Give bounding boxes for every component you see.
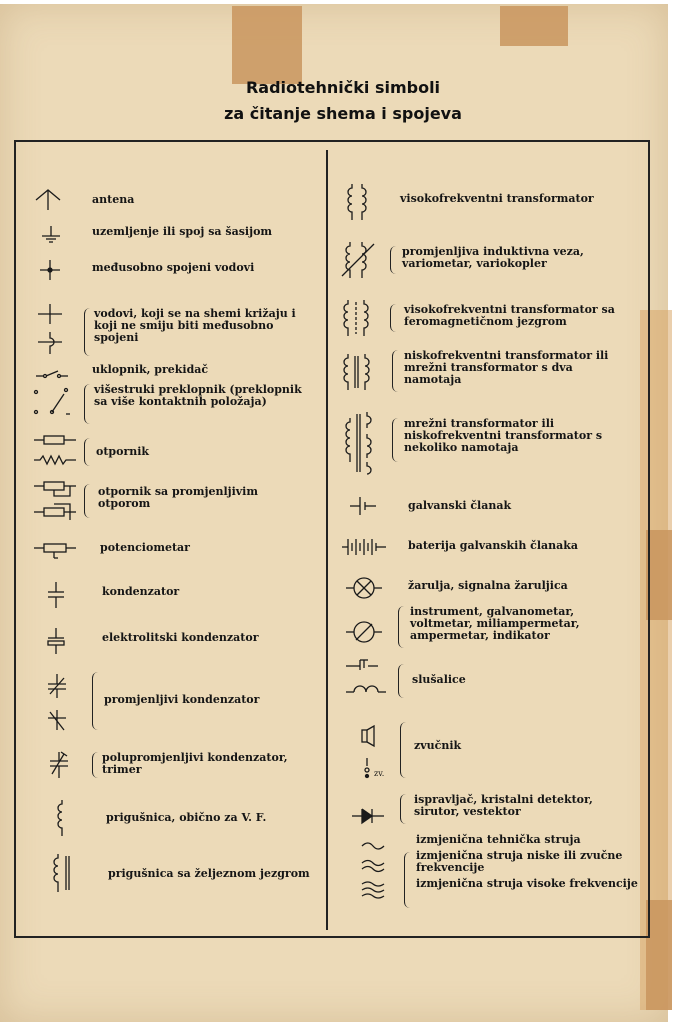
loudspeaker-sub-label: zv. bbox=[374, 769, 385, 778]
variable-resistor-icon bbox=[32, 476, 78, 524]
variometer-icon bbox=[338, 240, 380, 282]
brace bbox=[84, 308, 91, 356]
list-item: žarulja, signalna žaruljica bbox=[408, 579, 568, 592]
list-item: elektrolitski kondenzator bbox=[102, 631, 259, 644]
potentiometer-icon bbox=[32, 538, 78, 560]
brace bbox=[84, 384, 91, 424]
brace bbox=[92, 752, 99, 778]
variable-capacitor-icon bbox=[44, 672, 70, 732]
list-item: kondenzator bbox=[102, 585, 180, 598]
loudspeaker-icon bbox=[358, 724, 378, 750]
list-item: visokofrekventni transformator bbox=[400, 192, 594, 205]
battery-icon bbox=[340, 536, 388, 558]
list-item: instrument, galvanometar, voltmetar, miliampermetar, ampermetar, indikator bbox=[410, 605, 580, 642]
brace bbox=[84, 438, 91, 466]
headphones-icon bbox=[344, 656, 390, 702]
list-item: prigušnica, obično za V. F. bbox=[106, 811, 267, 824]
antenna-icon bbox=[34, 186, 62, 212]
list-item: mrežni transformator ili niskofrekventni transformator s nekoliko namotaja bbox=[404, 417, 603, 454]
list-item: promjenljivi kondenzator bbox=[104, 693, 260, 706]
list-item: zvučnik bbox=[414, 739, 462, 752]
list-item: potenciometar bbox=[100, 541, 190, 554]
trimmer-icon bbox=[46, 750, 72, 780]
list-item: galvanski članak bbox=[408, 499, 512, 512]
list-item: uzemljenje ili spoj sa šasijom bbox=[92, 225, 273, 238]
list-item: međusobno spojeni vodovi bbox=[92, 261, 255, 274]
list-item: otpornik sa promjenljivim otporom bbox=[98, 485, 259, 510]
cell-icon bbox=[348, 494, 378, 518]
brace bbox=[398, 606, 405, 648]
diode-icon bbox=[350, 806, 386, 826]
lf-transformer-icon bbox=[338, 352, 380, 394]
brace bbox=[92, 672, 99, 730]
brace bbox=[404, 852, 411, 908]
hf-transformer-icon bbox=[340, 182, 376, 224]
switch-icon bbox=[34, 366, 70, 380]
brace bbox=[390, 246, 397, 274]
list-item: antena bbox=[92, 193, 135, 206]
tape-strip bbox=[232, 6, 302, 84]
electrolytic-capacitor-icon bbox=[44, 626, 68, 656]
brace bbox=[392, 350, 399, 392]
brace bbox=[400, 794, 407, 824]
ferrite-transformer-icon bbox=[338, 298, 380, 340]
list-item: izmjenična struja visoke frekvencije bbox=[416, 877, 638, 890]
list-item: otpornik bbox=[96, 445, 150, 458]
brace bbox=[392, 418, 399, 462]
page-subtitle: za čitanje shema i spojeva bbox=[224, 104, 462, 123]
page-title: Radiotehnički simboli bbox=[245, 78, 441, 97]
hf-ac-icon bbox=[360, 880, 386, 900]
mains-transformer-icon bbox=[340, 410, 382, 476]
list-item: vodovi, koji se na shemi križaju i koji ne smiju biti međusobno spojeni bbox=[94, 307, 296, 344]
list-item: visokofrekventni transformator sa feromagnetičnom jezgrom bbox=[404, 303, 615, 328]
list-item: izmjenična tehnička struja bbox=[416, 833, 581, 846]
list-item: niskofrekventni transformator ili mrežni transformator s dva namotaja bbox=[404, 349, 609, 386]
loudspeaker-small-icon bbox=[362, 756, 372, 780]
list-item: polupromjenljivi kondenzator, trimer bbox=[102, 751, 288, 776]
list-item: baterija galvanskih članaka bbox=[408, 539, 579, 552]
iron-core-choke-icon bbox=[48, 852, 72, 896]
brace bbox=[398, 664, 405, 698]
choke-icon bbox=[52, 798, 70, 838]
multi-switch-icon bbox=[30, 384, 74, 420]
lf-ac-icon bbox=[360, 858, 386, 874]
capacitor-icon bbox=[44, 580, 68, 610]
list-item: izmjenična struja niske ili zvučne frekvencije bbox=[416, 849, 623, 874]
crossing-wires-icon bbox=[36, 302, 64, 356]
ac-icon bbox=[360, 840, 386, 852]
list-item: ispravljač, kristalni detektor, sirutor, vestektor bbox=[414, 793, 593, 818]
list-item: uklopnik, prekidač bbox=[92, 363, 209, 376]
brace bbox=[390, 304, 397, 332]
tape-strip bbox=[500, 6, 568, 46]
brace bbox=[84, 484, 91, 518]
connected-wires-icon bbox=[38, 258, 62, 282]
list-item: višestruki preklopnik (preklopnik sa više kontaktnih položaja) bbox=[94, 383, 302, 408]
ground-icon bbox=[38, 224, 64, 244]
column-divider bbox=[326, 150, 328, 930]
list-item: slušalice bbox=[412, 673, 466, 686]
lamp-icon bbox=[344, 574, 384, 602]
resistor-icon bbox=[32, 432, 78, 466]
list-item: promjenljiva induktivna veza, variometar, variokopler bbox=[402, 245, 584, 270]
list-item: prigušnica sa željeznom jezgrom bbox=[108, 867, 310, 880]
meter-icon bbox=[344, 618, 384, 646]
brace bbox=[400, 722, 407, 778]
